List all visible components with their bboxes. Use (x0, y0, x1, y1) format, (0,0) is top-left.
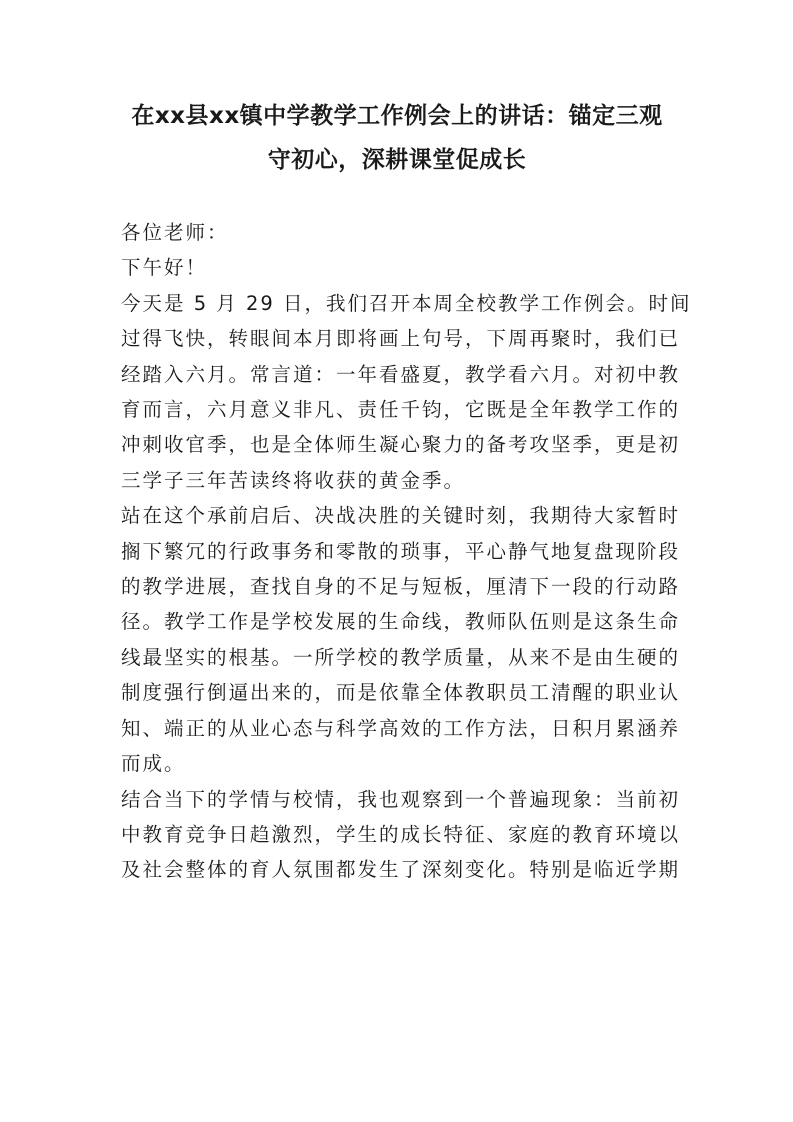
text-line: 的教学进展，查找自身的不足与短板，厘清下一段的行动路 (121, 575, 681, 599)
paragraph-3 (121, 782, 681, 888)
text-line: 今天是 5 月 29 日，我们召开本周全校教学工作例会。时间 (121, 291, 692, 315)
greeting (121, 250, 673, 285)
paragraph-1 (121, 286, 692, 498)
title-line-1: 在xx县xx镇中学教学工作例会上的讲话：锚定三观 (131, 103, 663, 129)
text-line: 制度强行倒逼出来的，而是依靠全体教职员工清醒的职业认 (121, 681, 681, 705)
salutation (121, 215, 673, 250)
text-line: 三学子三年苦读终将收获的黄金季。 (121, 468, 466, 492)
text-line: 而成。 (121, 752, 186, 776)
text-line: 各位老师： (121, 221, 229, 244)
text-line: 站在这个承前启后、决战决胜的关键时刻，我期待大家暂时 (121, 504, 681, 528)
text-line: 过得飞快，转眼间本月即将画上句号，下周再聚时，我们已 (121, 327, 681, 351)
document-title (121, 94, 673, 182)
text-line: 冲刺收官季，也是全体师生凝心聚力的备考攻坚季，更是初 (121, 433, 681, 457)
text-line: 知、端正的从业心态与科学高效的工作方法，日积月累涵养 (121, 716, 681, 740)
text-line: 下午好！ (121, 256, 208, 280)
text-line: 及社会整体的育人氛围都发生了深刻变化。特别是临近学期 (121, 858, 681, 882)
text-line: 经踏入六月。常言道：一年看盛夏，教学看六月。对初中教 (121, 362, 681, 386)
document-body (121, 215, 692, 888)
text-line: 结合当下的学情与校情，我也观察到一个普遍现象：当前初 (121, 787, 681, 811)
text-line: 径。教学工作是学校发展的生命线，教师队伍则是这条生命 (121, 610, 681, 634)
text-line: 搁下繁冗的行政事务和零散的琐事，平心静气地复盘现阶段 (121, 539, 681, 563)
text-line: 线最坚实的根基。一所学校的教学质量，从来不是由生硬的 (121, 645, 681, 669)
paragraph-2 (121, 498, 681, 781)
text-line: 育而言，六月意义非凡、责任千钧，它既是全年教学工作的 (121, 398, 681, 422)
text-line: 中教育竞争日趋激烈，学生的成长特征、家庭的教育环境以 (121, 822, 681, 846)
title-line-2: 守初心，深耕课堂促成长 (267, 147, 527, 173)
